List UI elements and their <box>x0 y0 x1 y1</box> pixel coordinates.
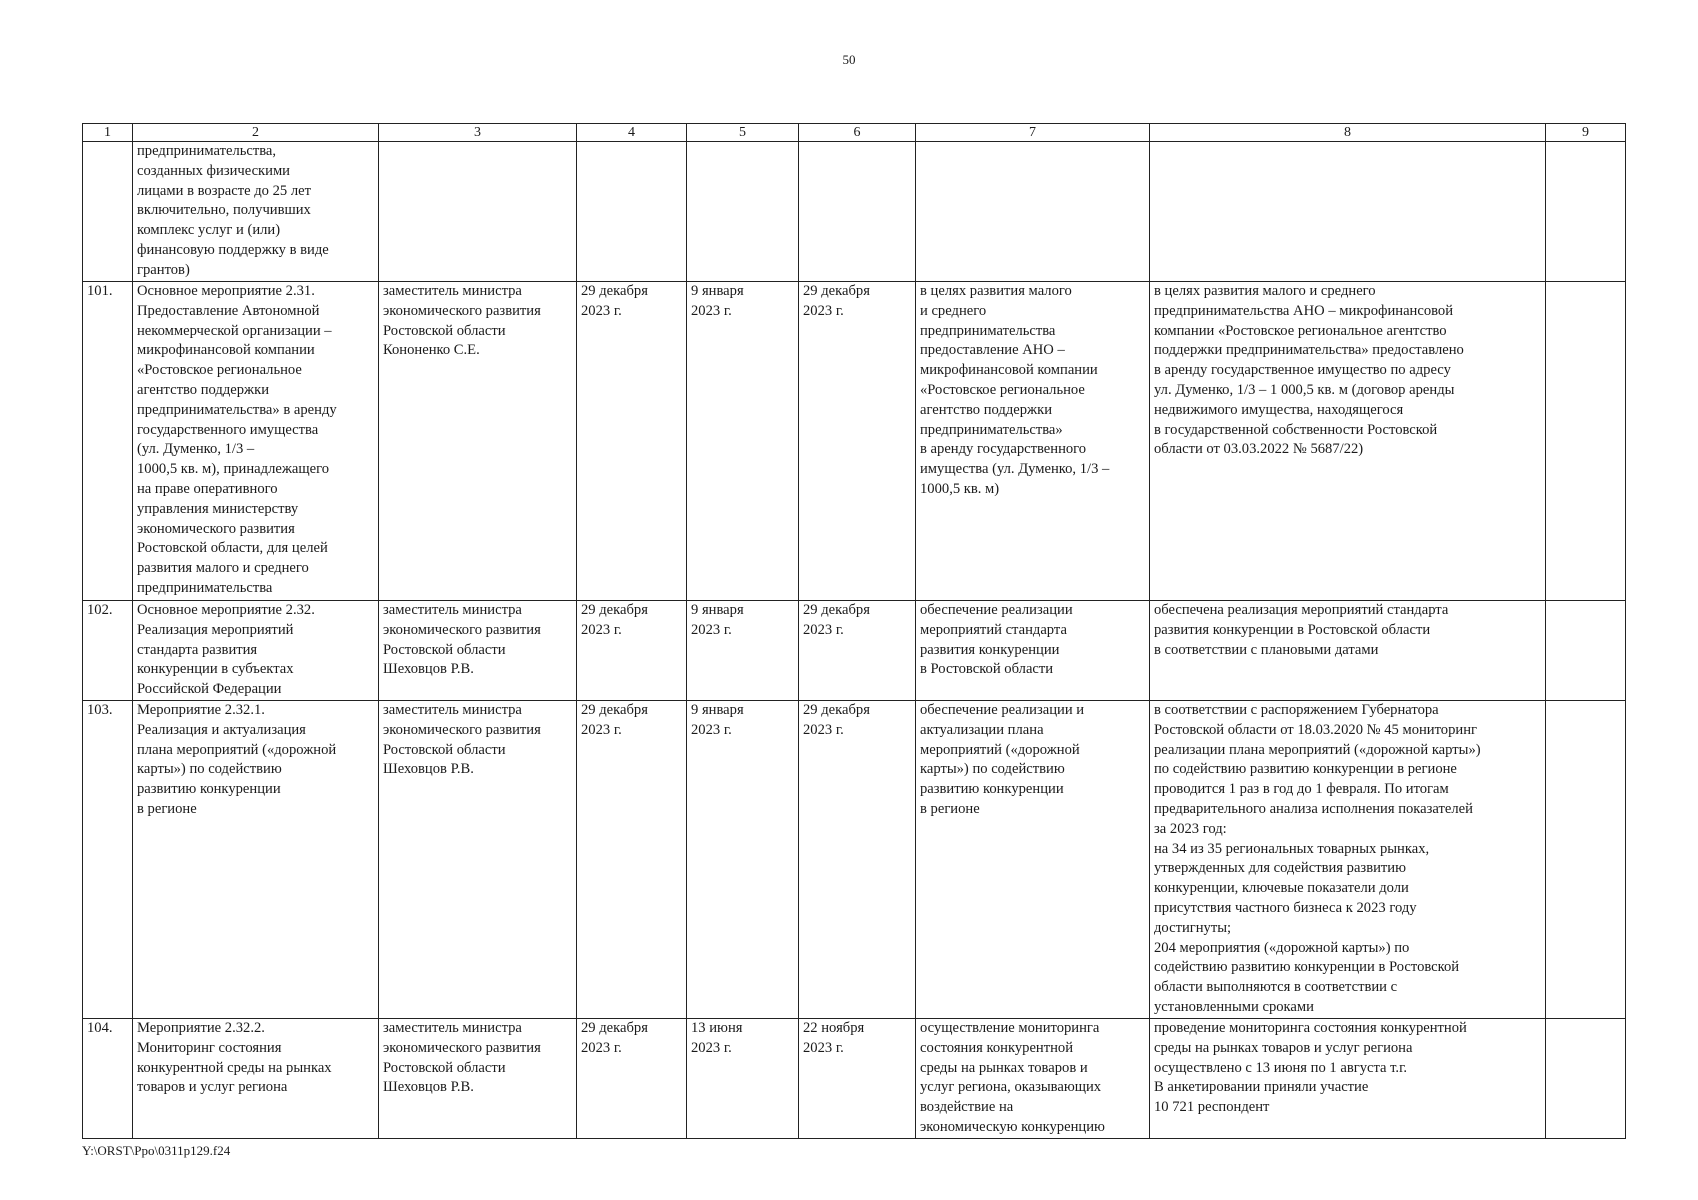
responsible-person <box>379 142 577 282</box>
note-cell <box>1546 282 1626 601</box>
actual-result: обеспечена реализация мероприятий стандарта развития конкуренции в Ростовской области в соответствии с плановыми датами <box>1150 601 1546 701</box>
end-date <box>799 142 916 282</box>
actual-result: в целях развития малого и среднего предпринимательства АНО – микрофинансовой компании «Ростовское региональное агентство поддержки предпринимательства» предоставлено в аренду государственное имущество по адресу ул. Думенко, 1/3 – 1 000,5 кв. м (договор аренды недвижимого имущества, находящегося в государственной собственности Ростовской области от 03.03.2022 № 5687/22) <box>1150 282 1546 601</box>
column-header: 5 <box>687 124 799 142</box>
note-cell <box>1546 142 1626 282</box>
expected-result <box>916 142 1150 282</box>
actual-result: проведение мониторинга состояния конкурентной среды на рынках товаров и услуг региона осуществлено с 13 июня по 1 августа т.г. В анкетировании приняли участие 10 721 респондент <box>1150 1018 1546 1138</box>
end-date: 22 ноября 2023 г. <box>799 1018 916 1138</box>
column-header: 3 <box>379 124 577 142</box>
end-date: 29 декабря 2023 г. <box>799 700 916 1018</box>
note-cell <box>1546 700 1626 1018</box>
expected-result: обеспечение реализации и актуализации плана мероприятий («дорожной карты») по содействию развитию конкуренции в регионе <box>916 700 1150 1018</box>
start-date: 13 июня 2023 г. <box>687 1018 799 1138</box>
row-number <box>83 142 133 282</box>
table-row <box>83 142 1626 282</box>
table-row <box>83 1018 1626 1138</box>
responsible-person: заместитель министра экономического развития Ростовской области Шеховцов Р.В. <box>379 1018 577 1138</box>
responsible-person: заместитель министра экономического развития Ростовской области Шеховцов Р.В. <box>379 601 577 701</box>
table-row <box>83 601 1626 701</box>
table-row <box>83 282 1626 601</box>
start-date: 9 января 2023 г. <box>687 601 799 701</box>
event-name: Мероприятие 2.32.1. Реализация и актуализация плана мероприятий («дорожной карты») по содействию развитию конкуренции в регионе <box>133 700 379 1018</box>
row-number: 101. <box>83 282 133 601</box>
planned-date: 29 декабря 2023 г. <box>577 282 687 601</box>
column-header: 8 <box>1150 124 1546 142</box>
planned-date <box>577 142 687 282</box>
note-cell <box>1546 601 1626 701</box>
table-row <box>83 700 1626 1018</box>
start-date: 9 января 2023 г. <box>687 700 799 1018</box>
column-header: 4 <box>577 124 687 142</box>
table-header-row <box>83 124 1626 142</box>
planned-date: 29 декабря 2023 г. <box>577 1018 687 1138</box>
end-date: 29 декабря 2023 г. <box>799 601 916 701</box>
actual-result: в соответствии с распоряжением Губернатора Ростовской области от 18.03.2020 № 45 мониторинг реализации плана мероприятий («дорожной карты») по содействию развитию конкуренции в регионе проводится 1 раз в год до 1 февраля. По итогам предварительного анализа исполнения показателей за 2023 год: на 34 из 35 региональных товарных рынках, утвержденных для содействия развитию конкуренции, ключевые показатели доли присутствия частного бизнеса к 2023 году достигнуты; 204 мероприятия («дорожной карты») по содействию развитию конкуренции в Ростовской области выполняются в соответствии с установленными сроками <box>1150 700 1546 1018</box>
row-number: 102. <box>83 601 133 701</box>
expected-result: в целях развития малого и среднего предпринимательства предоставление АНО – микрофинансовой компании «Ростовское региональное агентство поддержки предпринимательства» в аренду государственного имущества (ул. Думенко, 1/3 – 1000,5 кв. м) <box>916 282 1150 601</box>
event-name: Основное мероприятие 2.32. Реализация мероприятий стандарта развития конкуренции в субъектах Российской Федерации <box>133 601 379 701</box>
responsible-person: заместитель министра экономического развития Ростовской области Кононенко С.Е. <box>379 282 577 601</box>
column-header: 2 <box>133 124 379 142</box>
row-number: 104. <box>83 1018 133 1138</box>
event-name: предпринимательства, созданных физическими лицами в возрасте до 25 лет включительно, получивших комплекс услуг и (или) финансовую поддержку в виде грантов) <box>133 142 379 282</box>
file-path-footer: Y:\ORST\Ppo\0311p129.f24 <box>82 1143 231 1158</box>
responsible-person: заместитель министра экономического развития Ростовской области Шеховцов Р.В. <box>379 700 577 1018</box>
note-cell <box>1546 1018 1626 1138</box>
event-name: Основное мероприятие 2.31. Предоставление Автономной некоммерческой организации – микрофинансовой компании «Ростовское региональное агентство поддержки предпринимательства» в аренду государственного имущества (ул. Думенко, 1/3 – 1000,5 кв. м), принадлежащего на праве оперативного управления министерству экономического развития Ростовской области, для целей развития малого и среднего предпринимательства <box>133 282 379 601</box>
column-header: 7 <box>916 124 1150 142</box>
column-header: 9 <box>1546 124 1626 142</box>
page-number: 50 <box>842 52 856 67</box>
end-date: 29 декабря 2023 г. <box>799 282 916 601</box>
event-name: Мероприятие 2.32.2. Мониторинг состояния конкурентной среды на рынках товаров и услуг региона <box>133 1018 379 1138</box>
start-date <box>687 142 799 282</box>
expected-result: обеспечение реализации мероприятий стандарта развития конкуренции в Ростовской области <box>916 601 1150 701</box>
planned-date: 29 декабря 2023 г. <box>577 601 687 701</box>
row-number: 103. <box>83 700 133 1018</box>
report-table <box>82 123 1626 1139</box>
expected-result: осуществление мониторинга состояния конкурентной среды на рынках товаров и услуг региона, оказывающих воздействие на экономическую конкуренцию <box>916 1018 1150 1138</box>
column-header: 1 <box>83 124 133 142</box>
start-date: 9 января 2023 г. <box>687 282 799 601</box>
planned-date: 29 декабря 2023 г. <box>577 700 687 1018</box>
actual-result <box>1150 142 1546 282</box>
column-header: 6 <box>799 124 916 142</box>
